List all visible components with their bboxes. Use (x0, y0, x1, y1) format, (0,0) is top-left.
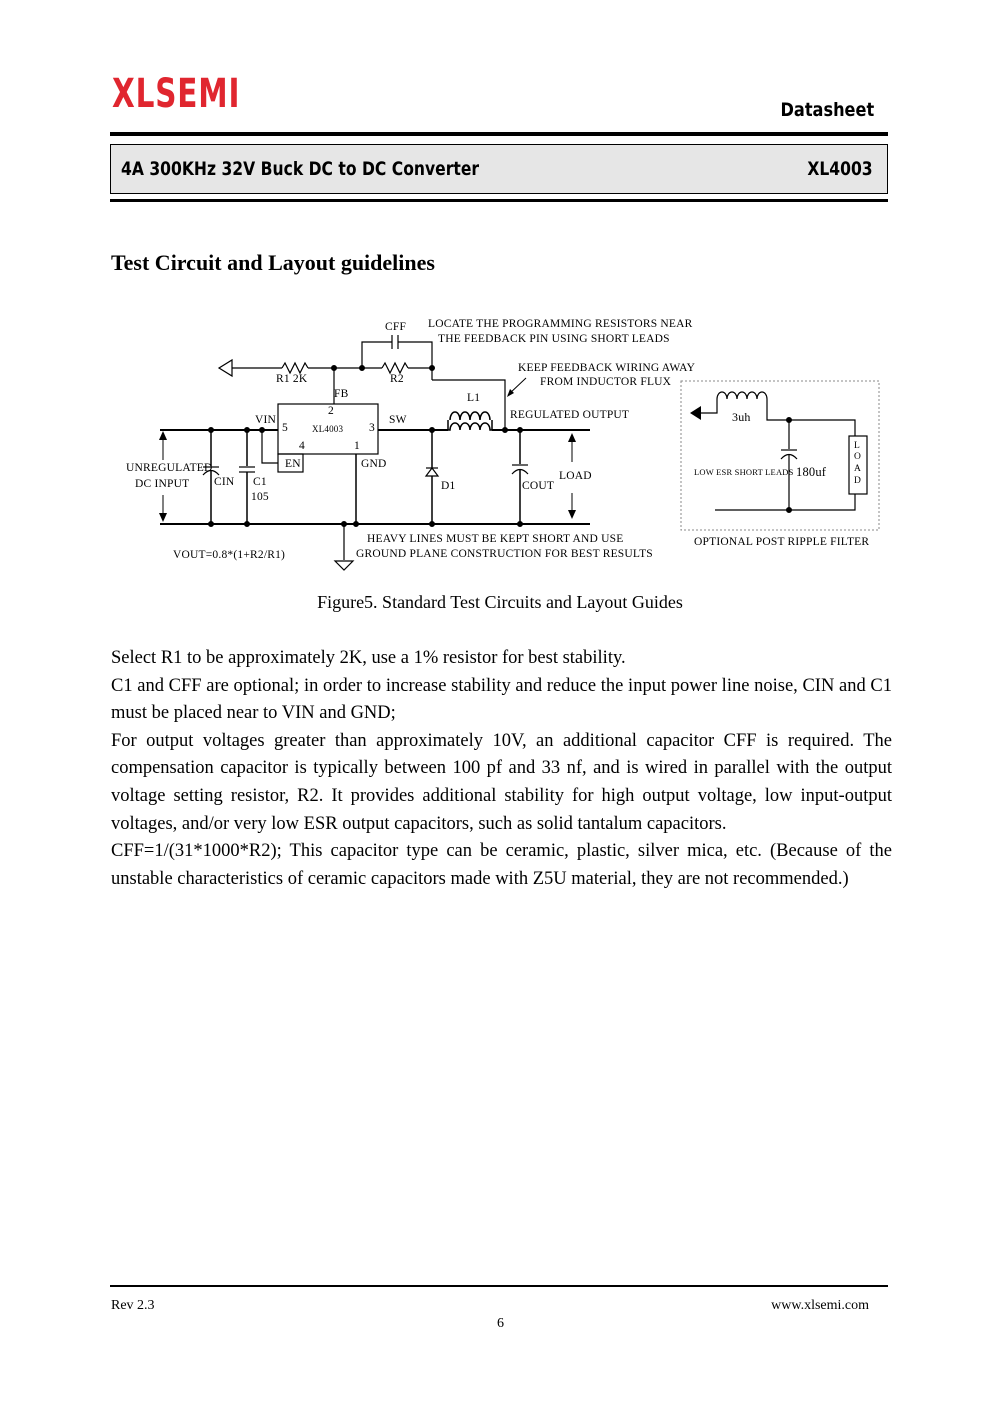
footer-website: www.xlsemi.com (771, 1298, 869, 1313)
pin1-label: 1 (354, 440, 360, 452)
paragraph-r1: Select R1 to be approximately 2K, use a 1% resistor for best stability. (111, 648, 626, 668)
heavy-lines-note-line1: HEAVY LINES MUST BE KEPT SHORT AND USE (367, 533, 624, 545)
note-keep-line1: KEEP FEEDBACK WIRING AWAY (518, 362, 696, 374)
r2-label: R2 (390, 373, 404, 385)
unregulated-label-line1: UNREGULATED (126, 462, 213, 474)
filter-inductor-label: 3uh (732, 410, 751, 424)
load-label: LOAD (559, 470, 592, 482)
heavy-lines-note-line2: GROUND PLANE CONSTRUCTION FOR BEST RESULTS (356, 548, 653, 560)
part-number: XL4003 (807, 158, 873, 180)
footer-rule (110, 1285, 888, 1287)
load-letter-l: L (854, 441, 861, 451)
load-letter-a: A (854, 464, 862, 474)
note-keep-line2: FROM INDUCTOR FLUX (540, 376, 672, 388)
l1-label: L1 (467, 392, 481, 404)
sw-label: SW (389, 414, 407, 426)
d1-label: D1 (441, 480, 456, 492)
filter-leads-label: LOW ESR SHORT LEADS (694, 467, 794, 477)
cin-label: CIN (214, 476, 235, 488)
cout-label: COUT (522, 480, 555, 492)
page-number: 6 (497, 1316, 504, 1331)
c1-value: 105 (251, 491, 269, 503)
product-title: 4A 300KHz 32V Buck DC to DC Converter (121, 158, 480, 180)
paragraph-cff-formula: CFF=1/(31*1000*R2); This capacitor type can be ceramic, plastic, silver mica, etc. (Because of the unstable characteristics of ceramic capacitors made with Z5U material, they are not recommended.) (111, 841, 892, 889)
load-letter-d: D (854, 476, 862, 486)
pin4-label: 4 (299, 440, 305, 452)
load-letter-o: O (854, 452, 862, 462)
vout-formula: VOUT=0.8*(1+R2/R1) (173, 549, 286, 561)
body-text (111, 645, 892, 893)
gnd-label: GND (361, 458, 387, 470)
paragraph-c1-cff: C1 and CFF are optional; in order to increase stability and reduce the input power line noise, CIN and C1 must be placed near to VIN and GND; (111, 675, 892, 724)
document-type: Datasheet (780, 99, 874, 121)
pin3-label: 3 (369, 422, 375, 434)
note-locate-line2: THE FEEDBACK PIN USING SHORT LEADS (438, 333, 670, 345)
vin-label: VIN (255, 414, 277, 426)
chip-label: XL4003 (312, 424, 344, 434)
r1-label: R1 2K (276, 373, 308, 385)
filter-cap-label: 180uf (796, 465, 827, 479)
note-locate-line1: LOCATE THE PROGRAMMING RESISTORS NEAR (428, 318, 693, 330)
pin5-label: 5 (282, 422, 288, 434)
c1-label: C1 (253, 476, 267, 488)
filter-caption: OPTIONAL POST RIPPLE FILTER (694, 536, 870, 548)
cff-label: CFF (385, 321, 407, 333)
regulated-output-label: REGULATED OUTPUT (510, 409, 630, 421)
footer-revision: Rev 2.3 (111, 1298, 155, 1313)
fb-label: FB (334, 388, 349, 400)
company-logo: XLSEMI (112, 71, 241, 117)
paragraph-output-voltage: For output voltages greater than approximately 10V, an additional capacitor CFF is required. The compensation capacitor is typically between 100 pf and 33 nf, and is wired in parallel with the output voltage setting resistor, R2. It provides additional stability for high output voltage, low input-output voltages, and/or very low ESR output capacitors, such as solid tantalum capacitors. (111, 730, 892, 834)
section-title: Test Circuit and Layout guidelines (111, 250, 435, 275)
unregulated-label-line2: DC INPUT (135, 478, 190, 490)
pin2-label: 2 (328, 405, 334, 417)
en-label: EN (285, 458, 301, 470)
figure-caption: Figure5. Standard Test Circuits and Layout Guides (317, 592, 683, 612)
